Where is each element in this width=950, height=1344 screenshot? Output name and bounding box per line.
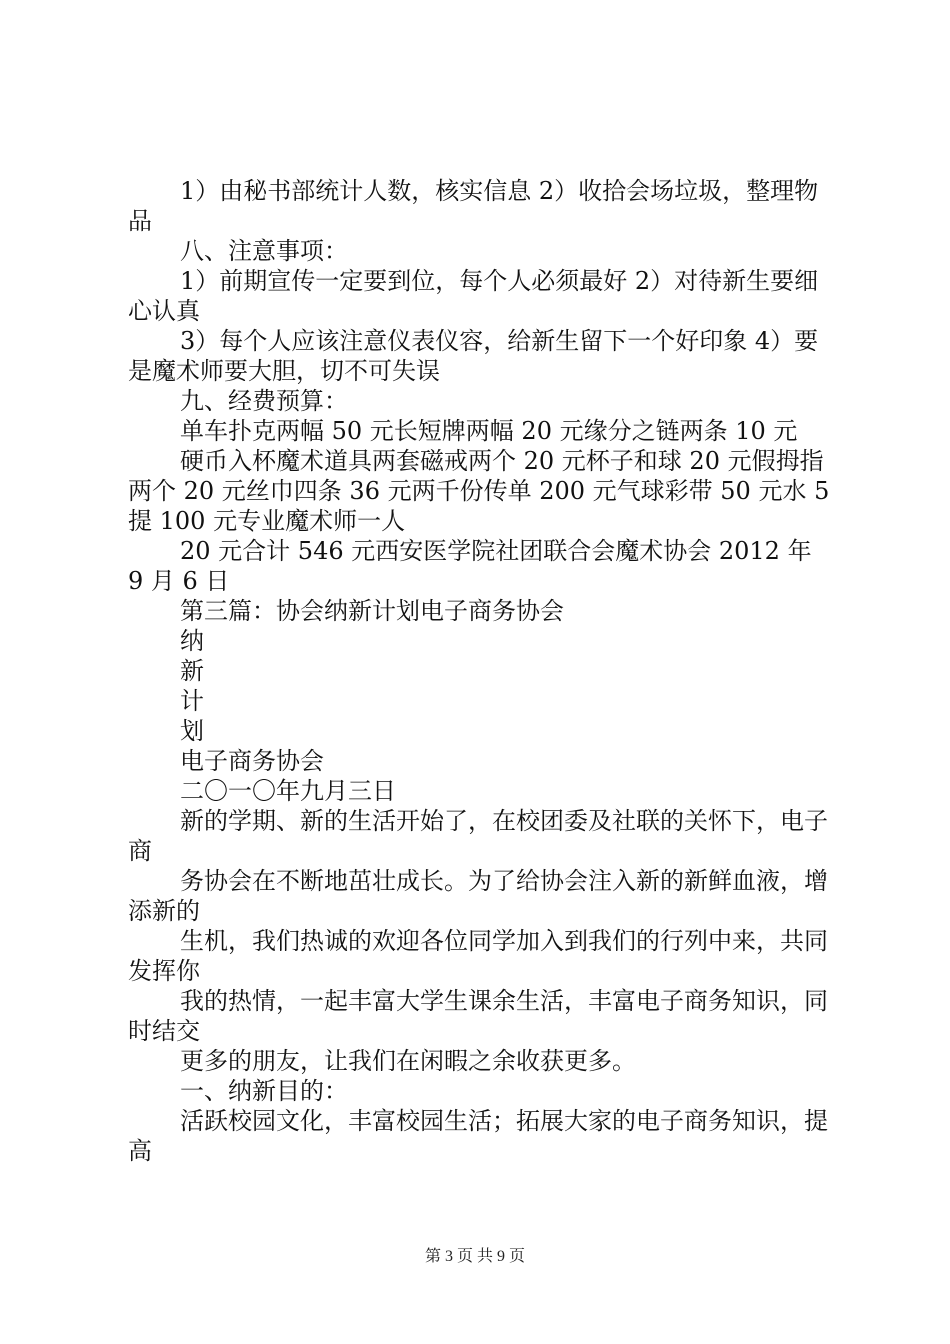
document-body bbox=[128, 176, 833, 1166]
paragraph-cleanup-tasks: 1）由秘书部统计人数，核实信息 2）收拾会场垃圾，整理物品 bbox=[128, 177, 819, 235]
cover-date: 二〇一〇年九月三日 bbox=[180, 777, 396, 805]
intro-line-3: 生机，我们热诚的欢迎各位同学加入到我们的行列中来，共同发挥你 bbox=[128, 927, 828, 985]
section-title: 第三篇：协会纳新计划电子商务协会 bbox=[180, 597, 564, 625]
cover-association: 电子商务协会 bbox=[180, 747, 324, 775]
intro-line-2: 务协会在不断地茁壮成长。为了给协会注入新的新鲜血液，增添新的 bbox=[128, 867, 828, 925]
intro-line-4: 我的热情，一起丰富大学生课余生活，丰富电子商务知识，同时结交 bbox=[128, 987, 828, 1045]
paragraph-budget-total: 20 元合计 546 元西安医学院社团联合会魔术协会 2012 年 9 月 6 日 bbox=[128, 537, 812, 595]
heading-budget: 九、经费预算： bbox=[180, 387, 348, 415]
paragraph-notes-2: 3）每个人应该注意仪表仪容，给新生留下一个好印象 4）要是魔术师要大胆，切不可失误 bbox=[128, 327, 819, 385]
cover-char-3: 计 bbox=[180, 687, 204, 715]
cover-char-4: 划 bbox=[180, 717, 204, 745]
heading-recruit-purpose: 一、纳新目的： bbox=[180, 1077, 348, 1105]
paragraph-budget-1: 单车扑克两幅 50 元长短牌两幅 20 元缘分之链两条 10 元 bbox=[180, 417, 798, 445]
purpose-line-1: 活跃校园文化，丰富校园生活；拓展大家的电子商务知识，提高 bbox=[128, 1107, 828, 1165]
page-footer: 第 3 页 共 9 页 bbox=[424, 1248, 525, 1265]
cover-char-2: 新 bbox=[180, 657, 204, 685]
intro-line-1: 新的学期、新的生活开始了，在校团委及社联的关怀下，电子商 bbox=[128, 807, 828, 865]
paragraph-budget-2: 硬币入杯魔术道具两套磁戒两个 20 元杯子和球 20 元假拇指两个 20 元丝巾四条 36 元两千份传单 200 元气球彩带 50 元水 5 提 100 元专业魔术师一人 bbox=[128, 447, 830, 535]
paragraph-notes-1: 1）前期宣传一定要到位，每个人必须最好 2）对待新生要细心认真 bbox=[128, 267, 819, 325]
intro-line-5: 更多的朋友，让我们在闲暇之余收获更多。 bbox=[180, 1047, 636, 1075]
cover-char-1: 纳 bbox=[180, 627, 204, 655]
heading-notes: 八、注意事项： bbox=[180, 237, 348, 265]
